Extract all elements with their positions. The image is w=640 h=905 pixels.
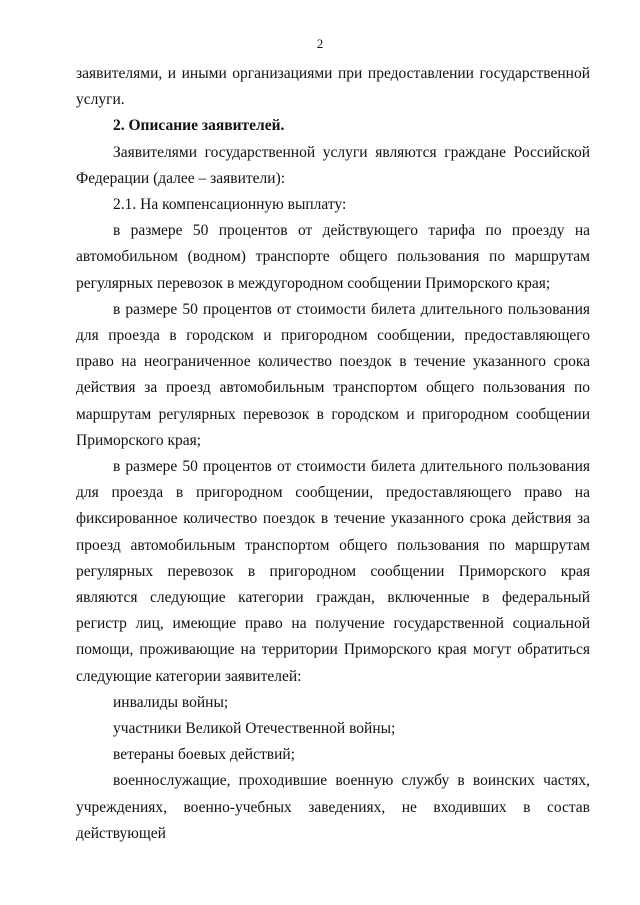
paragraph-applicants-intro: Заявителями государственной услуги являются граждане Российской Федерации (далее – заявители): bbox=[76, 143, 590, 187]
list-item: военнослужащие, проходившие военную службу в воинских частях, учреждениях, военно-учебных заведениях, не входивших в состав действующей bbox=[76, 772, 590, 842]
paragraph-subsection-2-1: 2.1. На компенсационную выплату: bbox=[113, 196, 347, 214]
page-number: 2 bbox=[316, 36, 324, 51]
paragraph-urban-ticket: в размере 50 процентов от стоимости билета длительного пользования для проезда в городском и пригородном сообщении, предоставляющего право на неограниченное количество поездок в течение указанного срока действия за проезд автомобильным транспортом общего пользования по маршрутам регулярных перевозок в городском и пригородном сообщении Приморского края; bbox=[76, 300, 590, 449]
list-item: ветераны боевых действий; bbox=[113, 746, 295, 764]
paragraph-intercity-tariff: в размере 50 процентов от действующего тарифа по проезду на автомобильном (водном) транспорте общего пользования по маршрутам регулярных перевозок в междугородном сообщении Приморского края; bbox=[76, 222, 590, 292]
section-heading: 2. Описание заявителей. bbox=[113, 117, 285, 135]
paragraph-suburban-ticket: в размере 50 процентов от стоимости билета длительного пользования для проезда в пригородном сообщении, предоставляющего право на фиксированное количество поездок в течение указанного срока действия за проезд автомобильным транспортом общего пользования по маршрутам регулярных перевозок в пригородном сообщении Приморского края являются следующие категории граждан, включенные в федеральный регистр лиц, имеющие право на получение государственной социальной помощи, проживающие на территории Приморского края могут обратиться следующие категории заявителей: bbox=[76, 458, 590, 685]
document-body bbox=[76, 61, 590, 847]
paragraph-continuation: заявителями, и иными организациями при предоставлении государственной услуги. bbox=[76, 65, 590, 109]
list-item: участники Великой Отечественной войны; bbox=[113, 720, 396, 738]
list-item: инвалиды войны; bbox=[113, 693, 229, 711]
